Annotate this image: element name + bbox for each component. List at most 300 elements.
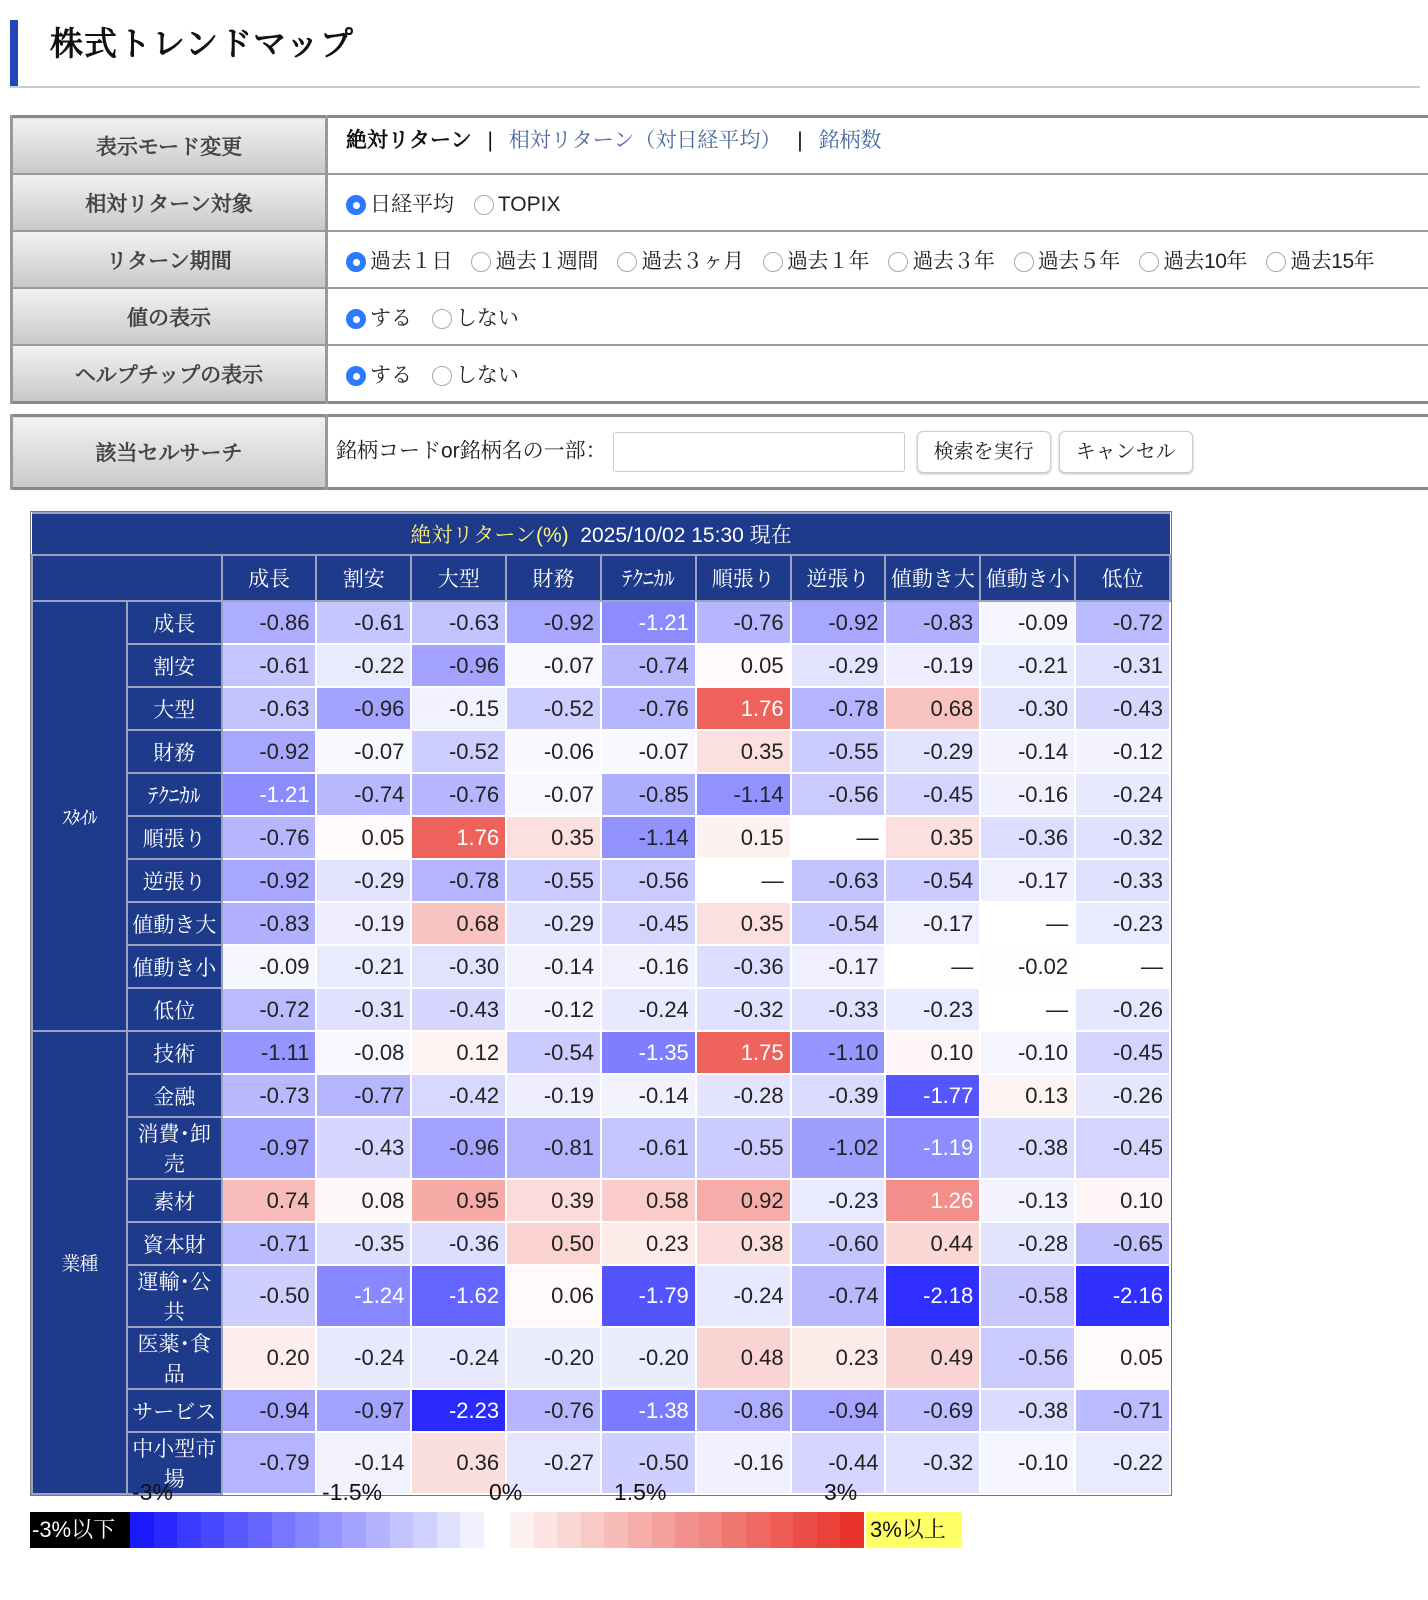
display-mode-links	[346, 124, 1428, 154]
heatmap-cell[interactable]: -0.61	[222, 644, 317, 687]
heatmap-cell[interactable]: -1.77	[885, 1074, 980, 1117]
heatmap-cell[interactable]: -0.26	[1075, 1074, 1170, 1117]
heatmap-cell[interactable]: -0.19	[506, 1074, 601, 1117]
legend-swatch-negative	[413, 1512, 437, 1548]
heatmap-row	[32, 902, 1170, 945]
heatmap-cell[interactable]: -0.23	[1075, 902, 1170, 945]
heatmap-row	[32, 988, 1170, 1031]
legend-swatch-positive	[817, 1512, 841, 1548]
heatmap-cell[interactable]: -1.10	[791, 1031, 886, 1074]
heatmap-cell[interactable]: -0.17	[791, 945, 886, 988]
heatmap-cell[interactable]: -0.26	[1075, 988, 1170, 1031]
legend-swatch-negative	[272, 1512, 296, 1548]
heatmap-cell[interactable]: -2.18	[885, 1265, 980, 1327]
row-header: 順張り	[127, 816, 222, 859]
heatmap-cell[interactable]: -0.42	[411, 1074, 506, 1117]
legend-low-label: -3%以下	[30, 1512, 132, 1548]
heatmap-cell[interactable]: -0.76	[601, 687, 696, 730]
heatmap-cell[interactable]: -0.45	[1075, 1031, 1170, 1074]
heatmap-cell[interactable]: -0.12	[506, 988, 601, 1031]
heatmap-cell[interactable]: -0.76	[411, 773, 506, 816]
heatmap-cell[interactable]: -0.29	[885, 730, 980, 773]
heatmap-cell[interactable]: -0.29	[791, 644, 886, 687]
radio-unchecked-icon	[432, 366, 452, 386]
search-input[interactable]	[613, 432, 905, 472]
heatmap-cell[interactable]: 0.68	[411, 902, 506, 945]
search-label: 該当セルサーチ	[12, 416, 327, 489]
heatmap-cell[interactable]: 0.23	[791, 1327, 886, 1389]
radio-period-1d[interactable]: 過去１日	[346, 245, 452, 275]
row-header: 大型	[127, 687, 222, 730]
heatmap-row	[32, 730, 1170, 773]
heatmap-cell[interactable]: -0.78	[791, 687, 886, 730]
heatmap-cell[interactable]: -0.12	[1075, 730, 1170, 773]
legend-swatch-negative	[460, 1512, 484, 1548]
radio-nikkei[interactable]: 日経平均	[346, 188, 454, 218]
heatmap-cell[interactable]: -0.35	[316, 1222, 411, 1265]
heatmap-cell[interactable]: -1.21	[222, 773, 317, 816]
heatmap-cell[interactable]: -0.24	[316, 1327, 411, 1389]
heatmap-cell[interactable]: 0.10	[1075, 1179, 1170, 1222]
legend-tick: 0%	[489, 1479, 523, 1505]
heatmap-cell[interactable]: 1.75	[696, 1031, 791, 1074]
heatmap-cell[interactable]: -0.65	[1075, 1222, 1170, 1265]
heatmap-cell[interactable]: —	[696, 859, 791, 902]
heatmap-cell[interactable]: 0.95	[411, 1179, 506, 1222]
heatmap-cell[interactable]: -0.50	[222, 1265, 317, 1327]
heatmap-cell[interactable]: 0.13	[980, 1074, 1075, 1117]
heatmap-cell[interactable]: -0.07	[316, 730, 411, 773]
heatmap-cell[interactable]: -0.54	[885, 859, 980, 902]
heatmap-cell[interactable]: -0.73	[222, 1074, 317, 1117]
display-mode-label: 表示モード変更	[12, 117, 327, 175]
heatmap-cell[interactable]: —	[980, 988, 1075, 1031]
heatmap-cell[interactable]: -0.38	[980, 1117, 1075, 1179]
legend-swatch-positive	[793, 1512, 817, 1548]
mode-separator: |	[797, 128, 803, 152]
heatmap-cell[interactable]: -0.17	[980, 859, 1075, 902]
helpchip-label: ヘルプチップの表示	[12, 345, 327, 403]
column-header: 財務	[506, 555, 601, 601]
heatmap-cell[interactable]: -0.43	[411, 988, 506, 1031]
heatmap-cell[interactable]: -1.14	[696, 773, 791, 816]
heatmap-cell[interactable]: -0.76	[222, 816, 317, 859]
show-values-label: 値の表示	[12, 288, 327, 345]
column-header: 大型	[411, 555, 506, 601]
heatmap-cell[interactable]: -1.35	[601, 1031, 696, 1074]
row-header: サービス	[127, 1389, 222, 1432]
heatmap-cell[interactable]: -0.02	[980, 945, 1075, 988]
heatmap-cell[interactable]: -0.33	[1075, 859, 1170, 902]
search-cancel-button[interactable]: キャンセル	[1059, 431, 1193, 473]
column-header: 値動き大	[885, 555, 980, 601]
heatmap-cell[interactable]: 0.20	[222, 1327, 317, 1389]
heatmap-cell[interactable]: 0.48	[696, 1327, 791, 1389]
heatmap-cell[interactable]: -0.78	[411, 859, 506, 902]
heatmap-cell[interactable]: -1.02	[791, 1117, 886, 1179]
heatmap-cell[interactable]: -0.83	[222, 902, 317, 945]
legend-swatch-positive	[534, 1512, 558, 1548]
heatmap-cell[interactable]: -0.36	[696, 945, 791, 988]
legend-swatch-negative	[248, 1512, 272, 1548]
title-accent-bar	[10, 20, 18, 86]
heatmap-cell[interactable]: -0.29	[506, 902, 601, 945]
radio-unchecked-icon	[617, 252, 637, 272]
heatmap-cell[interactable]: -0.45	[1075, 1117, 1170, 1179]
heatmap-row	[32, 1117, 1170, 1179]
heatmap-cell[interactable]: 0.74	[222, 1179, 317, 1222]
row-header: 成長	[127, 601, 222, 644]
heatmap-cell[interactable]: 0.68	[885, 687, 980, 730]
heatmap-cell[interactable]: -0.20	[506, 1327, 601, 1389]
heatmap-cell[interactable]: 0.10	[885, 1031, 980, 1074]
heatmap-cell[interactable]: -0.06	[506, 730, 601, 773]
heatmap-cell[interactable]: -0.54	[791, 902, 886, 945]
heatmap-cell[interactable]: -0.07	[601, 730, 696, 773]
heatmap-table	[31, 512, 1171, 1495]
radio-period-1w[interactable]: 過去１週間	[471, 245, 598, 275]
heatmap-row	[32, 601, 1170, 644]
legend-swatch-negative	[366, 1512, 390, 1548]
radio-period-10y[interactable]: 過去10年	[1139, 245, 1247, 275]
search-row	[12, 416, 1428, 489]
period-label: リターン期間	[12, 231, 327, 288]
heatmap-cell[interactable]: -0.32	[1075, 816, 1170, 859]
legend-tick: 1.5%	[614, 1479, 667, 1505]
radio-helpchip-on[interactable]: する	[346, 359, 412, 389]
heatmap-cell[interactable]: -2.23	[411, 1389, 506, 1432]
heatmap-cell[interactable]: 1.26	[885, 1179, 980, 1222]
heatmap-cell[interactable]: -1.14	[601, 816, 696, 859]
heatmap-cell[interactable]: 0.58	[601, 1179, 696, 1222]
heatmap-cell[interactable]: -2.16	[1075, 1265, 1170, 1327]
heatmap-cell[interactable]: -0.55	[791, 730, 886, 773]
row-header: 値動き小	[127, 945, 222, 988]
heatmap-cell[interactable]: —	[885, 945, 980, 988]
heatmap-cell[interactable]: -0.19	[316, 902, 411, 945]
heatmap-cell[interactable]: -0.22	[316, 644, 411, 687]
heatmap-cell[interactable]: -0.96	[316, 687, 411, 730]
heatmap-row	[32, 945, 1170, 988]
mode-relative-return-link[interactable]: 相対リターン（対日経平均）	[508, 128, 782, 152]
legend-swatch-positive	[652, 1512, 676, 1548]
legend-swatch-positive	[581, 1512, 605, 1548]
heatmap-cell[interactable]: 0.23	[601, 1222, 696, 1265]
heatmap-row	[32, 1327, 1170, 1389]
radio-values-on[interactable]: する	[346, 302, 412, 332]
radio-checked-icon	[346, 366, 366, 386]
heatmap-cell[interactable]: -0.33	[791, 988, 886, 1031]
page-header	[10, 0, 1420, 88]
heatmap-cell[interactable]: -0.92	[791, 601, 886, 644]
heatmap-cell[interactable]: -0.24	[696, 1265, 791, 1327]
heatmap-cell[interactable]: -0.17	[885, 902, 980, 945]
heatmap-cell[interactable]: -0.14	[506, 945, 601, 988]
column-header: ﾃｸﾆｶﾙ	[601, 555, 696, 601]
legend-swatch-negative	[319, 1512, 343, 1548]
heatmap-cell[interactable]: -0.14	[316, 1432, 411, 1494]
legend-tick: -3%	[132, 1479, 173, 1505]
heatmap-cell[interactable]: -0.45	[601, 902, 696, 945]
heatmap-cell[interactable]: 0.49	[885, 1327, 980, 1389]
heatmap-row	[32, 859, 1170, 902]
radio-period-1y[interactable]: 過去１年	[763, 245, 869, 275]
heatmap-cell[interactable]: -0.10	[980, 1432, 1075, 1494]
heatmap-cell[interactable]: -0.31	[1075, 644, 1170, 687]
legend-swatch-positive	[628, 1512, 652, 1548]
heatmap-cell[interactable]: 0.08	[316, 1179, 411, 1222]
heatmap-cell[interactable]: -0.96	[411, 644, 506, 687]
heatmap-cell[interactable]: -0.50	[601, 1432, 696, 1494]
heatmap-cell[interactable]: -0.77	[316, 1074, 411, 1117]
heatmap-cell[interactable]: -0.92	[506, 601, 601, 644]
heatmap-cell[interactable]: -0.44	[791, 1432, 886, 1494]
legend-swatch-positive	[675, 1512, 699, 1548]
legend-swatch-positive	[557, 1512, 581, 1548]
heatmap-cell[interactable]: -0.56	[791, 773, 886, 816]
row-header: 医薬･食品	[127, 1327, 222, 1389]
heatmap-cell[interactable]: -0.74	[791, 1265, 886, 1327]
legend-swatch-positive	[722, 1512, 746, 1548]
heatmap-cell[interactable]: 0.50	[506, 1222, 601, 1265]
heatmap-cell[interactable]: -1.11	[222, 1031, 317, 1074]
heatmap-cell[interactable]: -0.36	[411, 1222, 506, 1265]
heatmap-row	[32, 644, 1170, 687]
heatmap-cell[interactable]: -0.94	[791, 1389, 886, 1432]
heatmap-cell[interactable]: 0.39	[506, 1179, 601, 1222]
radio-checked-icon	[346, 195, 366, 215]
heatmap-cell[interactable]: -0.56	[601, 859, 696, 902]
heatmap-cell[interactable]: -0.76	[696, 601, 791, 644]
setting-row-display-mode	[12, 117, 1428, 175]
heatmap-cell[interactable]: -0.38	[980, 1389, 1075, 1432]
heatmap-corner	[32, 555, 222, 601]
heatmap-cell[interactable]: -0.24	[1075, 773, 1170, 816]
heatmap-cell[interactable]: -0.71	[222, 1222, 317, 1265]
heatmap-cell[interactable]: -0.16	[980, 773, 1075, 816]
mode-stock-count-link[interactable]: 銘柄数	[818, 128, 882, 152]
heatmap-cell[interactable]: -0.16	[696, 1432, 791, 1494]
heatmap-row	[32, 1074, 1170, 1117]
heatmap-cell[interactable]: -0.71	[1075, 1389, 1170, 1432]
row-header: 金融	[127, 1074, 222, 1117]
radio-values-off[interactable]: しない	[432, 302, 519, 332]
trend-heatmap	[30, 511, 1172, 1496]
heatmap-cell[interactable]: -0.97	[222, 1117, 317, 1179]
heatmap-cell[interactable]: -0.85	[601, 773, 696, 816]
heatmap-cell[interactable]: -0.60	[791, 1222, 886, 1265]
heatmap-cell[interactable]: -0.14	[601, 1074, 696, 1117]
legend-swatch-negative	[342, 1512, 366, 1548]
legend-swatch-negative	[437, 1512, 461, 1548]
radio-unchecked-icon	[432, 309, 452, 329]
heatmap-cell[interactable]: -0.79	[222, 1432, 317, 1494]
heatmap-cell[interactable]: -0.86	[696, 1389, 791, 1432]
column-header: 値動き小	[980, 555, 1075, 601]
heatmap-cell[interactable]: -0.20	[601, 1327, 696, 1389]
heatmap-caption-row	[32, 513, 1170, 555]
heatmap-cell[interactable]: 0.35	[696, 902, 791, 945]
legend-swatch-positive	[604, 1512, 628, 1548]
column-header: 割安	[316, 555, 411, 601]
heatmap-cell[interactable]: —	[791, 816, 886, 859]
heatmap-cell[interactable]: -0.58	[980, 1265, 1075, 1327]
heatmap-cell[interactable]: -0.92	[222, 859, 317, 902]
heatmap-cell[interactable]: -0.69	[885, 1389, 980, 1432]
heatmap-cell[interactable]: -1.62	[411, 1265, 506, 1327]
heatmap-cell[interactable]: -0.31	[316, 988, 411, 1031]
heatmap-cell[interactable]: —	[1075, 945, 1170, 988]
heatmap-cell[interactable]: -1.24	[316, 1265, 411, 1327]
heatmap-cell[interactable]: -0.19	[885, 644, 980, 687]
heatmap-cell[interactable]: -0.54	[506, 1031, 601, 1074]
heatmap-cell[interactable]: -0.09	[222, 945, 317, 988]
heatmap-cell[interactable]: 0.35	[506, 816, 601, 859]
heatmap-cell[interactable]: -0.30	[411, 945, 506, 988]
heatmap-row	[32, 1265, 1170, 1327]
heatmap-cell[interactable]: -0.16	[601, 945, 696, 988]
radio-helpchip-off[interactable]: しない	[432, 359, 519, 389]
heatmap-cell[interactable]: -0.10	[980, 1031, 1075, 1074]
heatmap-cell[interactable]: 0.92	[696, 1179, 791, 1222]
heatmap-cell[interactable]: -0.72	[222, 988, 317, 1031]
heatmap-cell[interactable]: -0.24	[411, 1327, 506, 1389]
heatmap-cell[interactable]: 1.76	[696, 687, 791, 730]
heatmap-cell[interactable]: -0.63	[411, 601, 506, 644]
radio-period-15y[interactable]: 過去15年	[1266, 245, 1374, 275]
heatmap-cell[interactable]: -0.76	[506, 1389, 601, 1432]
heatmap-cell[interactable]: -0.55	[696, 1117, 791, 1179]
heatmap-cell[interactable]: -0.32	[696, 988, 791, 1031]
heatmap-cell[interactable]: -1.38	[601, 1389, 696, 1432]
heatmap-cell[interactable]: -1.79	[601, 1265, 696, 1327]
heatmap-cell[interactable]: -0.21	[316, 945, 411, 988]
legend-tick: -1.5%	[322, 1479, 383, 1505]
legend-swatch-negative	[177, 1512, 201, 1548]
column-header: 逆張り	[791, 555, 886, 601]
heatmap-cell[interactable]: 1.76	[411, 816, 506, 859]
heatmap-cell[interactable]: -0.63	[791, 859, 886, 902]
heatmap-cell[interactable]: 0.44	[885, 1222, 980, 1265]
heatmap-cell[interactable]: -0.52	[506, 687, 601, 730]
heatmap-cell[interactable]: 0.35	[696, 730, 791, 773]
heatmap-cell[interactable]: -0.81	[506, 1117, 601, 1179]
heatmap-cell[interactable]: -0.24	[601, 988, 696, 1031]
setting-row-show-values	[12, 288, 1428, 345]
heatmap-cell[interactable]: -0.09	[980, 601, 1075, 644]
row-header: 技術	[127, 1031, 222, 1074]
heatmap-cell[interactable]: -0.61	[316, 601, 411, 644]
row-header: 割安	[127, 644, 222, 687]
heatmap-cell[interactable]: -0.23	[885, 988, 980, 1031]
heatmap-cell[interactable]: -0.52	[411, 730, 506, 773]
radio-topix[interactable]: TOPIX	[474, 193, 561, 217]
heatmap-cell[interactable]: -0.08	[316, 1031, 411, 1074]
heatmap-cell[interactable]: 0.05	[696, 644, 791, 687]
radio-unchecked-icon	[888, 252, 908, 272]
heatmap-cell[interactable]: -0.45	[885, 773, 980, 816]
heatmap-cell[interactable]: -0.56	[980, 1327, 1075, 1389]
heatmap-cell[interactable]: -0.23	[791, 1179, 886, 1222]
heatmap-cell[interactable]: -0.14	[980, 730, 1075, 773]
heatmap-cell[interactable]: 0.35	[885, 816, 980, 859]
legend-color-scale	[130, 1512, 866, 1548]
legend-swatch-negative	[295, 1512, 319, 1548]
radio-period-3m[interactable]: 過去３ヶ月	[617, 245, 744, 275]
heatmap-cell[interactable]: -0.94	[222, 1389, 317, 1432]
heatmap-cell[interactable]: -0.63	[222, 687, 317, 730]
search-run-button[interactable]: 検索を実行	[917, 431, 1051, 473]
heatmap-cell[interactable]: -0.36	[980, 816, 1075, 859]
heatmap-cell[interactable]: 0.12	[411, 1031, 506, 1074]
heatmap-cell[interactable]: -0.32	[885, 1432, 980, 1494]
heatmap-cell[interactable]: -0.83	[885, 601, 980, 644]
heatmap-row	[32, 1179, 1170, 1222]
radio-checked-icon	[346, 252, 366, 272]
legend-tick: 3%	[824, 1479, 858, 1505]
heatmap-cell[interactable]: -0.27	[506, 1432, 601, 1494]
heatmap-cell[interactable]: -0.28	[980, 1222, 1075, 1265]
heatmap-cell[interactable]: —	[980, 902, 1075, 945]
heatmap-row	[32, 687, 1170, 730]
heatmap-cell[interactable]: -1.19	[885, 1117, 980, 1179]
heatmap-row	[32, 816, 1170, 859]
heatmap-cell[interactable]: -0.22	[1075, 1432, 1170, 1494]
legend-swatch-positive	[510, 1512, 534, 1548]
radio-period-3y[interactable]: 過去３年	[888, 245, 994, 275]
heatmap-cell[interactable]: -1.21	[601, 601, 696, 644]
heatmap-cell[interactable]: 0.06	[506, 1265, 601, 1327]
mode-absolute-return[interactable]: 絶対リターン	[346, 128, 472, 152]
radio-period-5y[interactable]: 過去５年	[1014, 245, 1120, 275]
row-header: 逆張り	[127, 859, 222, 902]
heatmap-cell[interactable]: -0.28	[696, 1074, 791, 1117]
radio-unchecked-icon	[1266, 252, 1286, 272]
heatmap-cell[interactable]: 0.05	[1075, 1327, 1170, 1389]
heatmap-cell[interactable]: 0.38	[696, 1222, 791, 1265]
heatmap-cell[interactable]: -0.61	[601, 1117, 696, 1179]
heatmap-cell[interactable]: -0.86	[222, 601, 317, 644]
heatmap-cell[interactable]: -0.13	[980, 1179, 1075, 1222]
heatmap-cell[interactable]: -0.74	[316, 773, 411, 816]
heatmap-cell[interactable]: -0.07	[506, 773, 601, 816]
heatmap-cell[interactable]: -0.43	[316, 1117, 411, 1179]
heatmap-row	[32, 1389, 1170, 1432]
heatmap-timestamp: 2025/10/02 15:30 現在	[580, 524, 792, 547]
heatmap-cell[interactable]: 0.15	[696, 816, 791, 859]
heatmap-cell[interactable]: -0.30	[980, 687, 1075, 730]
heatmap-cell[interactable]: -0.07	[506, 644, 601, 687]
row-header: 運輸･公共	[127, 1265, 222, 1327]
heatmap-cell[interactable]: 0.36	[411, 1432, 506, 1494]
heatmap-cell[interactable]: -0.43	[1075, 687, 1170, 730]
heatmap-cell[interactable]: -0.92	[222, 730, 317, 773]
heatmap-cell[interactable]: 0.05	[316, 816, 411, 859]
heatmap-cell[interactable]: -0.74	[601, 644, 696, 687]
radio-checked-icon	[346, 309, 366, 329]
heatmap-cell[interactable]: -0.72	[1075, 601, 1170, 644]
heatmap-cell[interactable]: -0.96	[411, 1117, 506, 1179]
legend-swatch-negative	[154, 1512, 178, 1548]
heatmap-cell[interactable]: -0.15	[411, 687, 506, 730]
heatmap-cell[interactable]: -0.55	[506, 859, 601, 902]
search-field-label: 銘柄コードor銘柄名の一部：	[336, 439, 607, 463]
heatmap-cell[interactable]: -0.39	[791, 1074, 886, 1117]
heatmap-cell[interactable]: -0.97	[316, 1389, 411, 1432]
column-header: 順張り	[696, 555, 791, 601]
heatmap-cell[interactable]: -0.21	[980, 644, 1075, 687]
heatmap-cell[interactable]: -0.29	[316, 859, 411, 902]
